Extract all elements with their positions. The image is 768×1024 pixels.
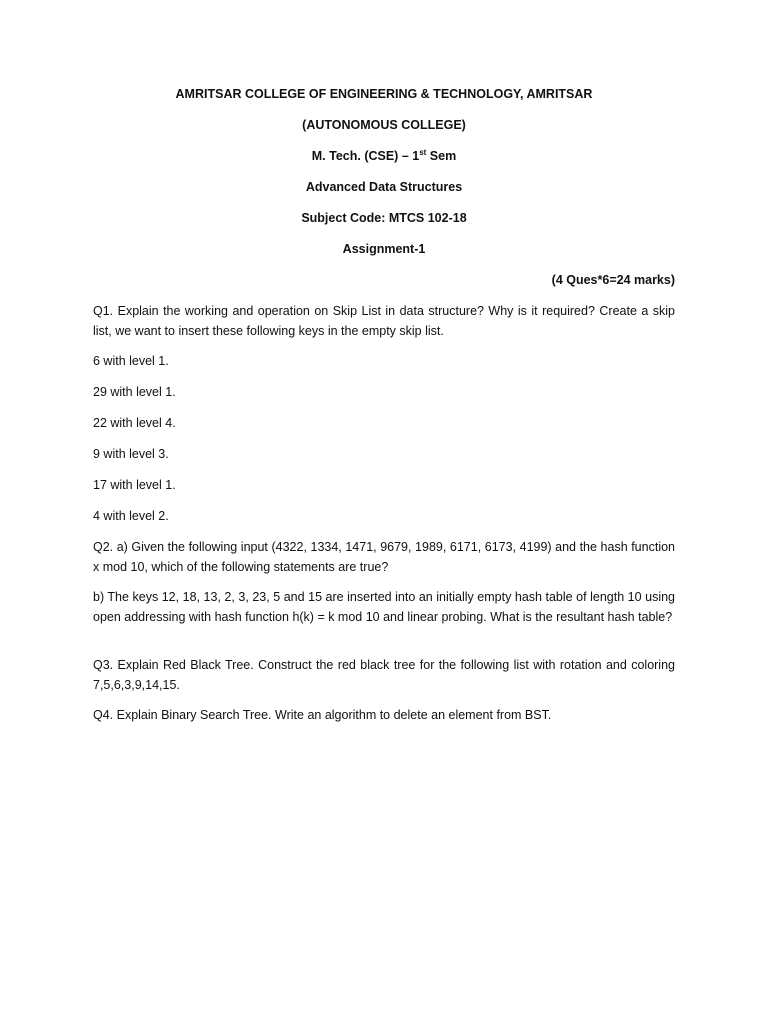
question-1: Q1. Explain the working and operation on Skip List in data structure? Why is it required? Create a skip list, we want to insert these following keys in the empty skip list. [93, 304, 675, 338]
subject-name: Advanced Data Structures [305, 180, 463, 194]
skip-list-key: 29 with level 1. [93, 385, 176, 399]
course-prefix: M. Tech. (CSE) – 1 [311, 149, 420, 163]
course-superscript: st [419, 148, 427, 157]
assignment-title: Assignment-1 [342, 242, 426, 256]
skip-list-key: 4 with level 2. [93, 509, 169, 523]
question-2a: Q2. a) Given the following input (4322, 1334, 1471, 9679, 1989, 6171, 6173, 4199) and the hash function x mod 10, which of the following statements are true? [93, 540, 675, 574]
course-title [93, 149, 675, 163]
total-marks: (4 Ques*6=24 marks) [551, 273, 675, 287]
skip-list-key: 22 with level 4. [93, 416, 176, 430]
college-name: AMRITSAR COLLEGE OF ENGINEERING & TECHNOLOGY, AMRITSAR [175, 87, 593, 101]
course-suffix: Sem [426, 149, 457, 163]
question-3: Q3. Explain Red Black Tree. Construct the red black tree for the following list with rotation and coloring 7,5,6,3,9,14,15. [93, 658, 675, 692]
question-2b: b) The keys 12, 18, 13, 2, 3, 23, 5 and 15 are inserted into an initially empty hash table of length 10 using open addressing with hash function h(k) = k mod 10 and linear probing. What is the resultant hash table? [93, 590, 675, 624]
skip-list-key: 9 with level 3. [93, 447, 169, 461]
college-type: (AUTONOMOUS COLLEGE) [302, 118, 466, 132]
question-4: Q4. Explain Binary Search Tree. Write an algorithm to delete an element from BST. [93, 708, 552, 722]
skip-list-key: 6 with level 1. [93, 354, 169, 368]
skip-list-key: 17 with level 1. [93, 478, 176, 492]
subject-code: Subject Code: MTCS 102-18 [301, 211, 467, 225]
